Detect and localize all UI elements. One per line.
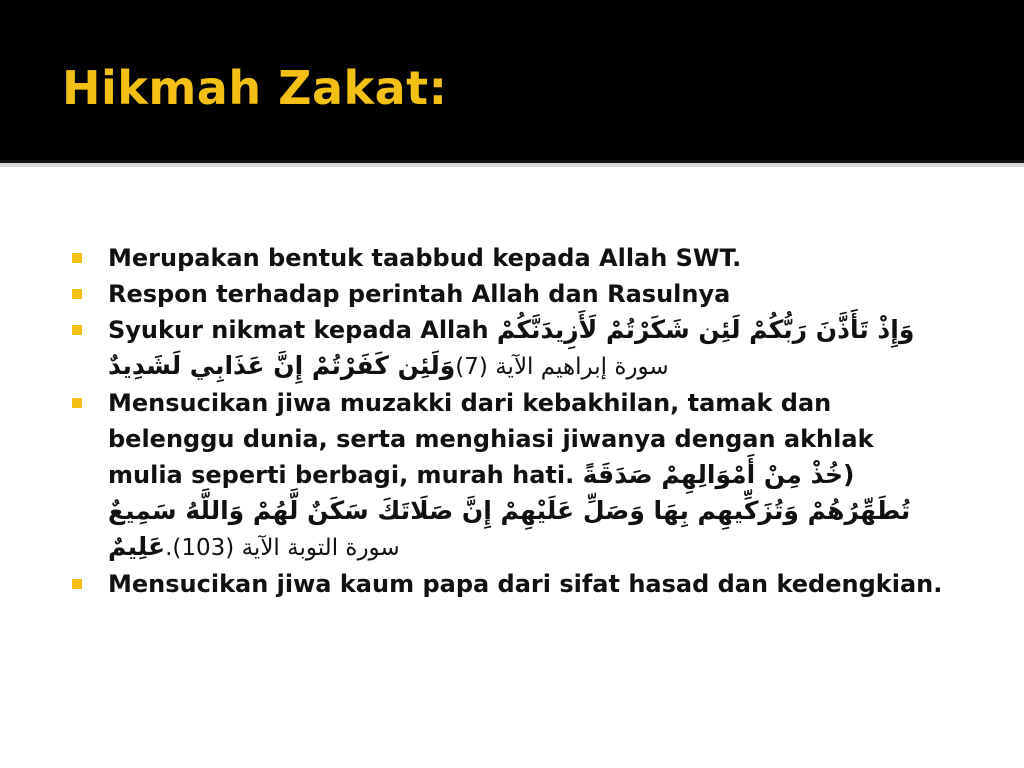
bullet-item xyxy=(72,276,952,312)
slide-title: Hikmah Zakat: xyxy=(62,61,448,115)
bullet-item xyxy=(72,312,952,385)
quran-verse: (خُذْ مِنْ أَمْوَالِهِمْ صَدَقَةً تُطَهِّرُهُمْ وَتُزَكِّيهِم بِهَا وَصَلِّ عَلَيْهِمْ إِنَّ صَلَاتَكَ سَكَنٌ لَّهُمْ وَاللَّهُ سَمِيعٌ عَلِيمٌ xyxy=(108,460,911,561)
bullet-text: Respon terhadap perintah Allah dan Rasulnya xyxy=(108,280,731,308)
bullet-item xyxy=(72,240,952,276)
bullet-text: Syukur nikmat kepada Allah xyxy=(108,316,497,344)
bullet-list xyxy=(72,240,952,602)
square-bullet-icon xyxy=(72,325,82,335)
bullet-item xyxy=(72,385,952,566)
square-bullet-icon xyxy=(72,579,82,589)
bullet-text: Mensucikan jiwa kaum papa dari sifat hasad dan kedengkian. xyxy=(108,570,943,598)
verse-reference: سورة إبراهيم الآية (7) xyxy=(455,354,676,380)
bullet-item xyxy=(72,566,952,602)
title-divider-shadow xyxy=(0,163,1024,167)
square-bullet-icon xyxy=(72,398,82,408)
title-bar xyxy=(0,0,1024,160)
square-bullet-icon xyxy=(72,253,82,263)
square-bullet-icon xyxy=(72,289,82,299)
bullet-text: Mensucikan jiwa muzakki dari kebakhilan, tamak dan belenggu dunia, serta menghiasi jiwanya dengan akhlak mulia seperti berbagi, murah hati. xyxy=(108,389,874,489)
verse-reference: سورة التوبة الآية (103). xyxy=(165,535,408,561)
quran-verse: وَإِذْ تَأَذَّنَ رَبُّكُمْ لَئِن شَكَرْتُمْ لَأَزِيدَنَّكُمْ وَلَئِن كَفَرْتُمْ إِنَّ عَذَابِي لَشَدِيدٌ xyxy=(108,315,915,380)
bullet-text: Merupakan bentuk taabbud kepada Allah SWT. xyxy=(108,244,742,272)
